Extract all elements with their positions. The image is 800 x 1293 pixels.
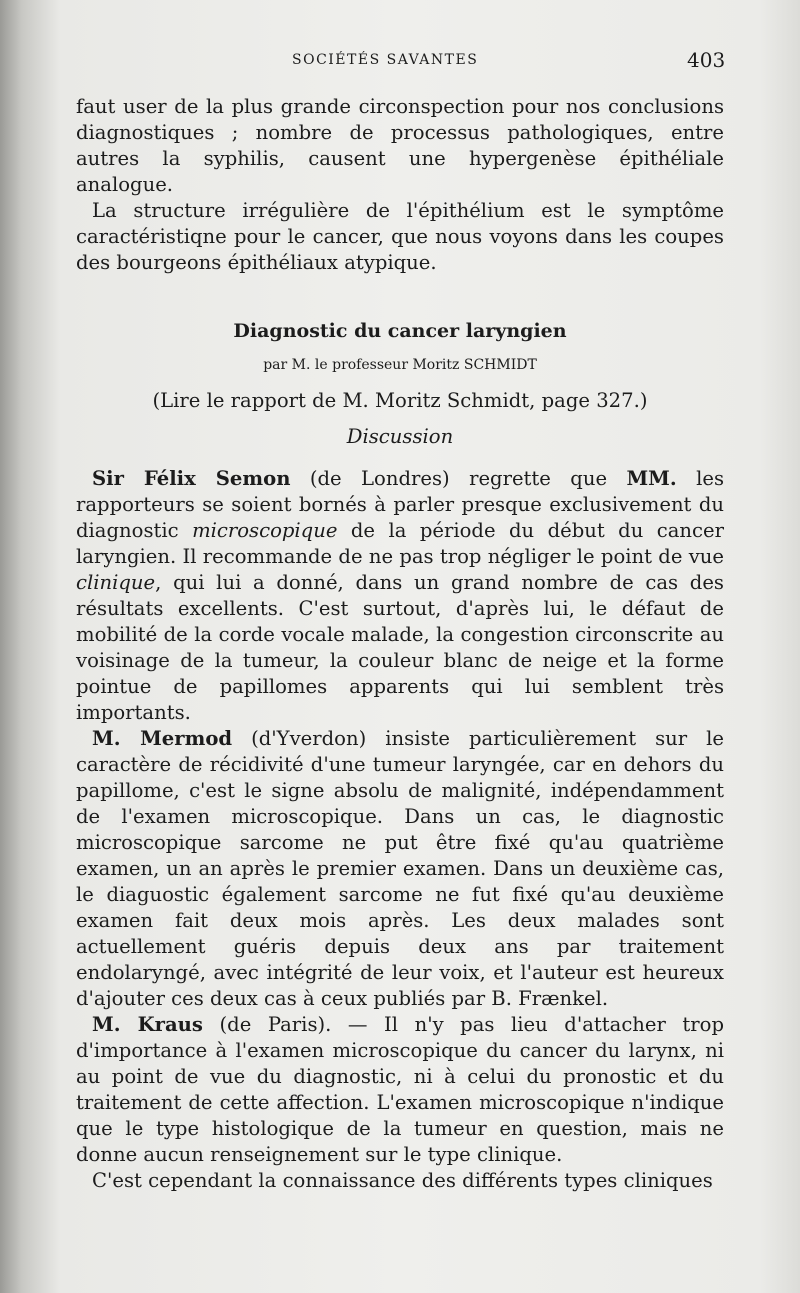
semon-clinique: clinique (76, 571, 156, 594)
section-byline: par M. le professeur Moritz SCHMIDT (263, 357, 537, 373)
paragraph-mermod (76, 726, 724, 1012)
semon-text-1: (de Londres) regrette que (290, 467, 627, 490)
speaker-mermod: M. Mermod (92, 727, 233, 750)
semon-mm: MM. (626, 467, 677, 490)
semon-text-4: , qui lui a donné, dans un grand nombre de cas des résultats excellents. C'est surtout, d'après lui, le défaut de mobilité de la corde vocale malade, la congestion circonscrite au voisinage de la tumeur, la couleur blanc de neige et la forme pointue de papillomes apparents qui lui semblent très importants. (76, 571, 724, 724)
kraus-text: (de Paris). — Il n'y pas lieu d'attacher trop d'importance à l'examen microscopique du cancer du larynx, ni au point de vue du diagnostic, ni à celui du pronostic et du traitement de cette affection. L'examen microscopique n'indique que le type histologique de la tumeur en question, mais ne donne aucun renseignement sur le type clinique. (76, 1013, 724, 1166)
page-header (0, 46, 800, 76)
speaker-kraus: M. Kraus (92, 1013, 203, 1036)
semon-text-2: les rapporteurs se soient bornés à parler presque exclusivement du diagnostic (76, 467, 724, 542)
running-title: SOCIÉTÉS SAVANTES (292, 52, 479, 68)
semon-microscopique: microscopique (192, 519, 338, 542)
page-number: 403 (687, 48, 726, 72)
paragraph-last-line: C'est cependant la connaissance des différents types cliniques (92, 1169, 713, 1192)
mermod-text: (d'Yverdon) insiste particulièrement sur le caractère de récidivité d'une tumeur laryngée, car en dehors du papillome, c'est le signe absolu de malignité, indépendamment de l'examen microscopique. Dans un cas, le diagnostic microscopique sarcome ne put être fixé qu'au quatrième examen, un an après le premier examen. Dans un deuxième cas, le diaguostic également sarcome ne fut fixé qu'au deuxième examen fait deux mois après. Les deux malades sont actuellement guéris depuis deux ans par traitement endolaryngé, avec intégrité de leur voix, et l'auteur est heureux d'ajouter ces deux cas à ceux publiés par B. Frænkel. (76, 727, 724, 1010)
section-title: Diagnostic du cancer laryngien (233, 320, 567, 342)
semon-text-3: de la période du début du cancer laryngien. Il recommande de ne pas trop négliger le point de vue (76, 519, 724, 568)
paragraph-continuation: faut user de la plus grande circonspection pour nos conclusions diagnostiques ; nombre de processus pathologiques, entre autres la syphilis, causent une hypergenèse épithéliale analogue. (76, 95, 724, 196)
paragraph-semon (76, 466, 724, 726)
discussion-heading: Discussion (346, 425, 454, 448)
paragraph-structure: La structure irrégulière de l'épithélium est le symptôme caractéristiqne pour le cancer, que nous voyons dans les coupes des bourgeons épithéliaux atypique. (76, 199, 724, 274)
paragraph-kraus (76, 1012, 724, 1168)
report-reference: (Lire le rapport de M. Moritz Schmidt, page 327.) (152, 389, 648, 412)
body-text (76, 94, 724, 1194)
speaker-semon: Sir Félix Semon (92, 467, 291, 490)
